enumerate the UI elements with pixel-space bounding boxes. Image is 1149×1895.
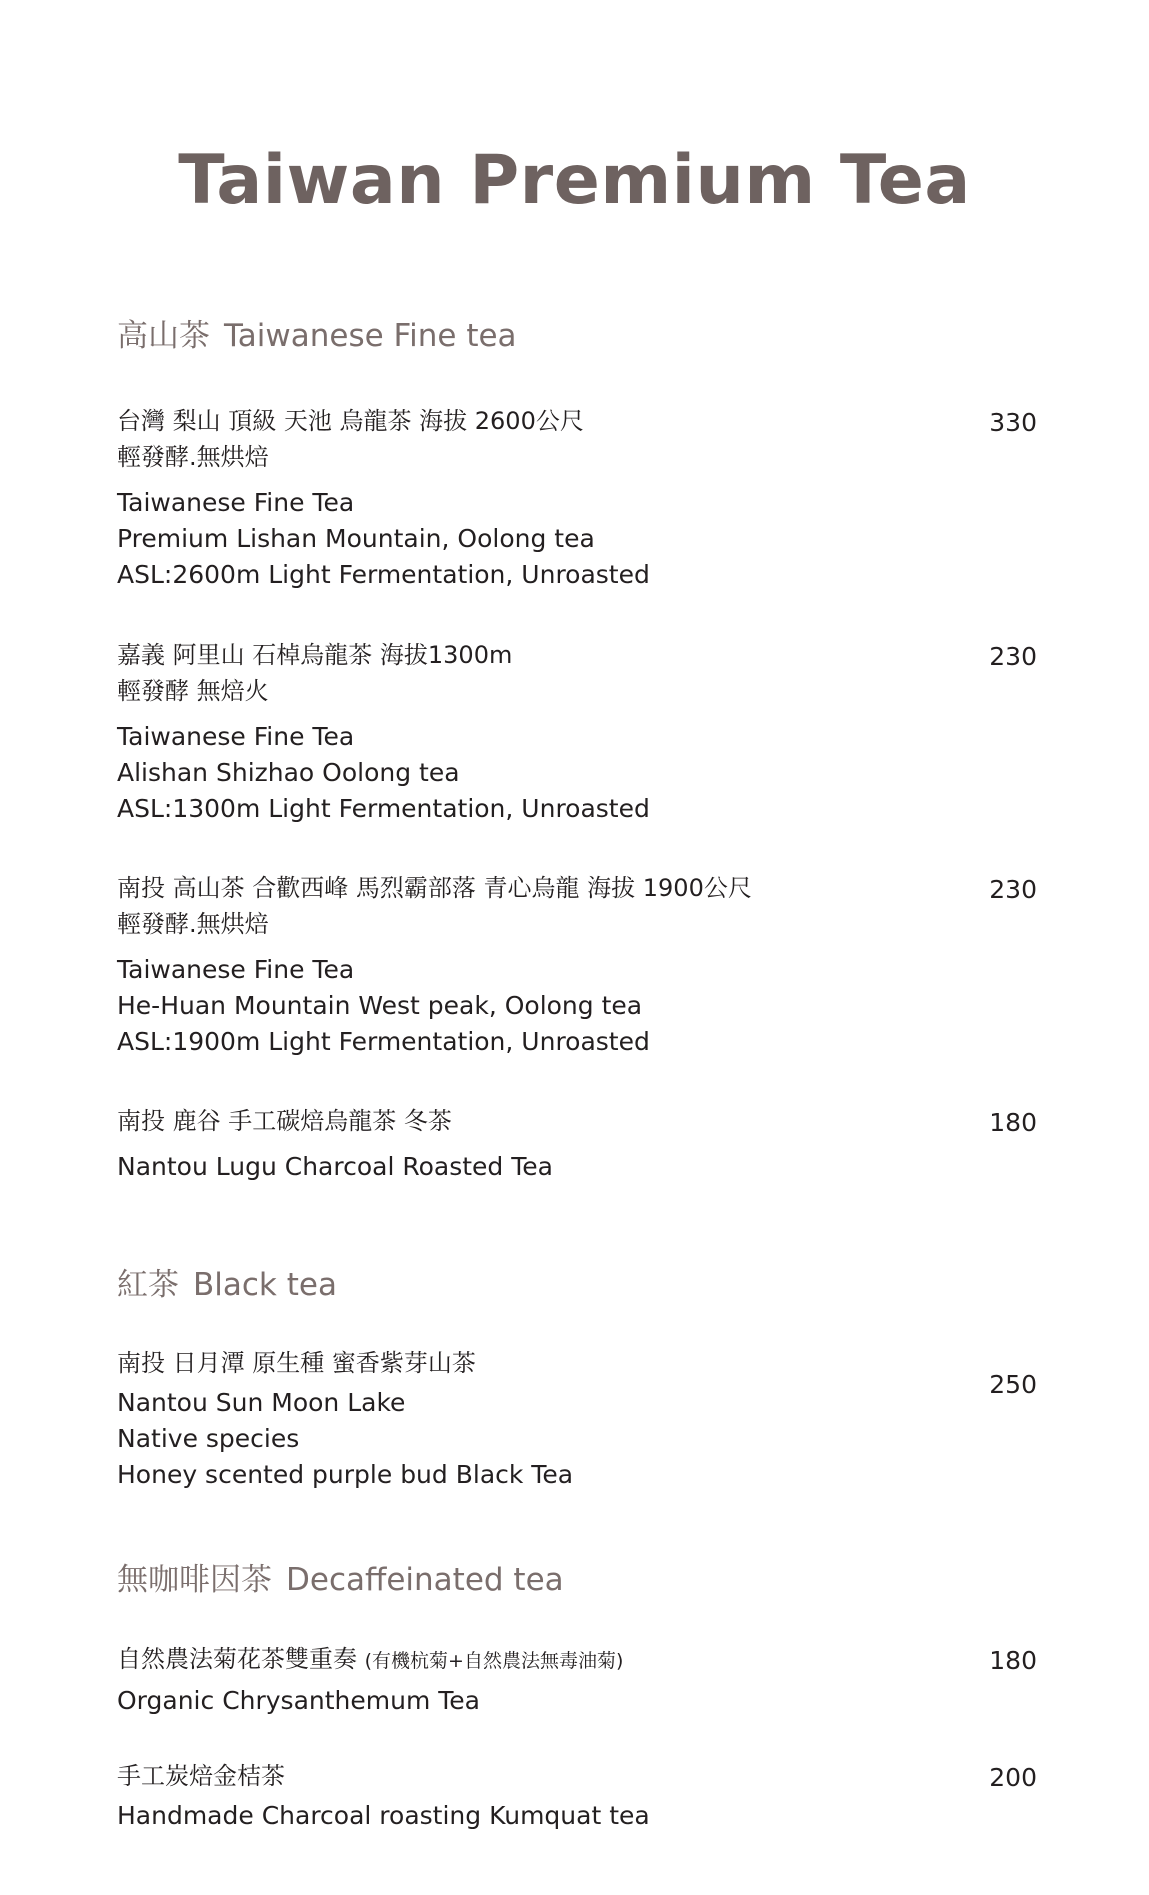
item-en-line: Native species xyxy=(117,1424,300,1453)
item-desc-en xyxy=(117,1149,1037,1185)
item-en-line: Honey scented purple bud Black Tea xyxy=(117,1460,574,1489)
item-en-line: Handmade Charcoal roasting Kumquat tea xyxy=(117,1801,650,1830)
section-title-en: Taiwanese Fine tea xyxy=(224,318,517,354)
menu-item-kumquat xyxy=(117,1758,1037,1834)
section-title-en: Black tea xyxy=(193,1267,337,1303)
item-en-line: ASL:1900m Light Fermentation, Unroasted xyxy=(117,1027,650,1056)
item-name-zh: 南投 高山茶 合歡西峰 馬烈霸部落 青心烏龍 海拔 1900公尺 xyxy=(117,874,752,902)
item-desc-en xyxy=(117,1385,1037,1493)
item-en-line: Nantou Sun Moon Lake xyxy=(117,1388,406,1417)
section-title-black-tea xyxy=(117,1267,337,1304)
item-price: 180 xyxy=(989,1646,1037,1675)
item-price: 230 xyxy=(989,875,1037,904)
item-en-line: Taiwanese Fine Tea xyxy=(117,488,355,517)
item-desc-en xyxy=(117,1683,1037,1719)
menu-item-hehuan-oolong xyxy=(117,870,1037,1060)
menu-item-chrysanthemum xyxy=(117,1641,1037,1719)
section-title-zh: 高山茶 xyxy=(117,318,210,354)
item-desc-en xyxy=(117,719,1037,827)
section-title-fine-tea xyxy=(117,318,517,355)
item-en-line: Alishan Shizhao Oolong tea xyxy=(117,758,460,787)
item-name-zh: 嘉義 阿里山 石棹烏龍茶 海拔1300m xyxy=(117,641,513,669)
item-price: 200 xyxy=(989,1763,1037,1792)
item-en-line: ASL:2600m Light Fermentation, Unroasted xyxy=(117,560,650,589)
item-name-zh: 南投 鹿谷 手工碳焙烏龍茶 冬茶 xyxy=(117,1107,452,1135)
item-name-zh xyxy=(117,1641,1037,1679)
menu-item-lishan-oolong xyxy=(117,403,1037,593)
item-name-zh: 手工炭焙金桔茶 xyxy=(117,1762,285,1790)
item-name-zh-note: (有機杭菊+自然農法無毒油菊) xyxy=(364,1650,624,1672)
section-title-zh: 無咖啡因茶 xyxy=(117,1562,272,1598)
item-name-zh-main: 自然農法菊花茶雙重奏 xyxy=(117,1645,357,1673)
item-price: 180 xyxy=(989,1108,1037,1137)
item-price: 330 xyxy=(989,408,1037,437)
item-desc-zh: 輕發酵.無烘焙 xyxy=(117,443,269,471)
item-desc-zh: 輕發酵 無焙火 xyxy=(117,677,269,705)
page-title: Taiwan Premium Tea xyxy=(178,141,971,220)
section-title-zh: 紅茶 xyxy=(117,1267,179,1303)
item-en-line: Nantou Lugu Charcoal Roasted Tea xyxy=(117,1152,553,1181)
item-en-line: Organic Chrysanthemum Tea xyxy=(117,1686,481,1715)
item-en-line: ASL:1300m Light Fermentation, Unroasted xyxy=(117,794,650,823)
item-name-zh: 台灣 梨山 頂級 天池 烏龍茶 海拔 2600公尺 xyxy=(117,407,584,435)
item-price: 230 xyxy=(989,642,1037,671)
item-desc-en xyxy=(117,485,1037,593)
item-en-line: Taiwanese Fine Tea xyxy=(117,955,355,984)
item-desc-zh: 輕發酵.無烘焙 xyxy=(117,910,269,938)
item-en-line: Premium Lishan Mountain, Oolong tea xyxy=(117,524,595,553)
menu-item-sun-moon-lake xyxy=(117,1345,1037,1493)
menu-item-alishan-oolong xyxy=(117,637,1037,827)
section-title-en: Decaffeinated tea xyxy=(286,1562,564,1598)
item-name-zh: 南投 日月潭 原生種 蜜香紫芽山茶 xyxy=(117,1349,476,1377)
item-en-line: He-Huan Mountain West peak, Oolong tea xyxy=(117,991,643,1020)
item-en-line: Taiwanese Fine Tea xyxy=(117,722,355,751)
item-desc-en xyxy=(117,1798,1037,1834)
menu-item-lugu-charcoal xyxy=(117,1103,1037,1185)
item-price: 250 xyxy=(989,1370,1037,1399)
section-title-decaf-tea xyxy=(117,1562,564,1599)
item-desc-en xyxy=(117,952,1037,1060)
